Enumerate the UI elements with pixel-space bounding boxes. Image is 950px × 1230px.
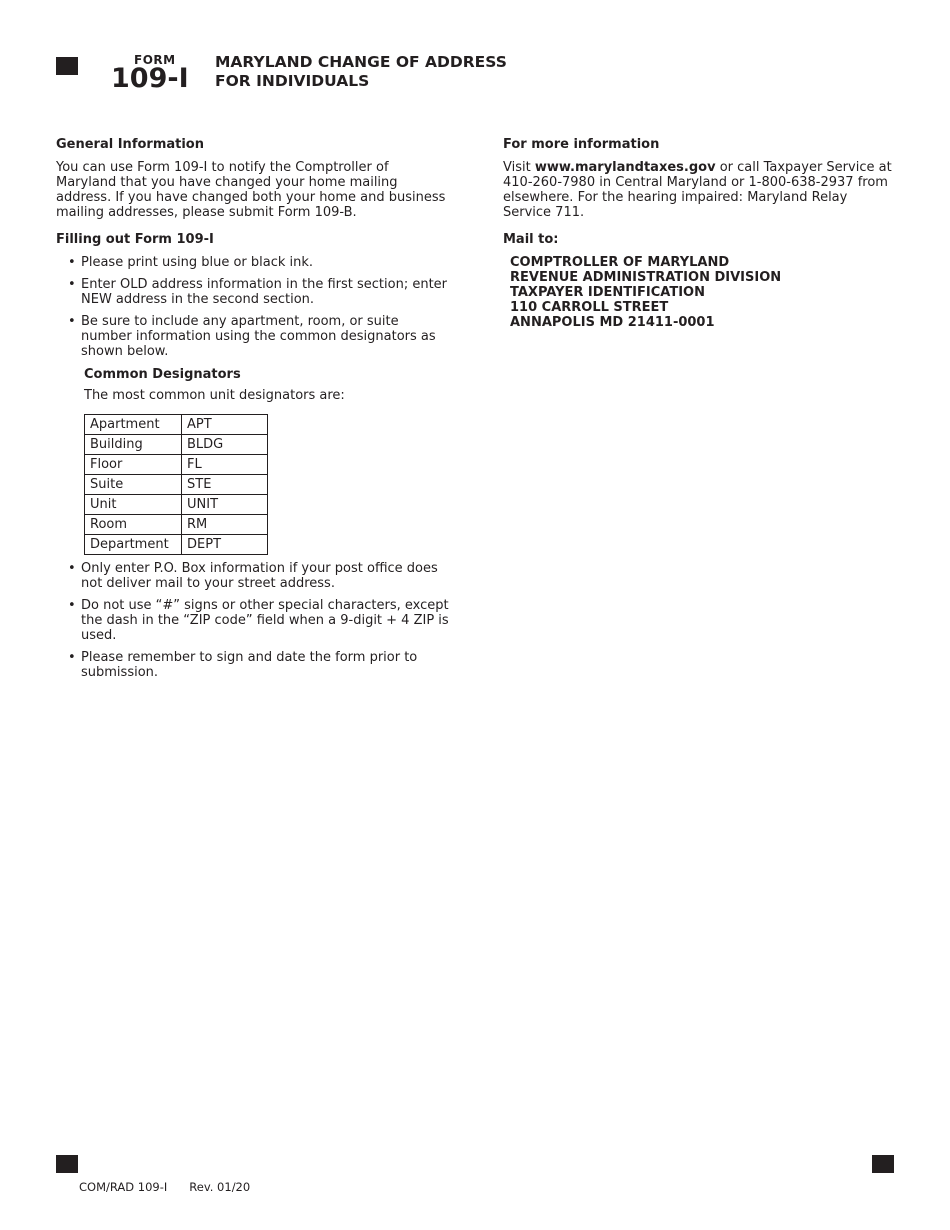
registration-mark-bottom-right: [872, 1155, 894, 1173]
form-title: [215, 53, 507, 91]
common-designators: [84, 367, 451, 555]
footer: [79, 1180, 250, 1194]
left-column: [56, 137, 451, 687]
designators-intro: The most common unit designators are:: [84, 388, 345, 403]
registration-mark-bottom-left: [56, 1155, 78, 1173]
designator-name: Building: [85, 435, 182, 455]
form-number: 109-I: [111, 63, 189, 94]
address-line: TAXPAYER IDENTIFICATION: [510, 285, 705, 300]
designator-abbreviation: RM: [182, 515, 268, 535]
instruction-item: • Do not use “#” signs or other special characters, except the dash in the “ZIP code” field when a 9-digit + 4 ZIP is used.: [56, 598, 451, 643]
form-title-line-1: MARYLAND CHANGE OF ADDRESS: [215, 53, 507, 71]
designator-abbreviation: STE: [182, 475, 268, 495]
form-label: FORM: [134, 53, 176, 67]
form-code: COM/RAD 109-I: [79, 1180, 168, 1194]
mail-to-heading: Mail to:: [503, 232, 559, 247]
instruction-item: • Please remember to sign and date the form prior to submission.: [56, 650, 451, 680]
instruction-item: • Please print using blue or black ink.: [56, 255, 451, 270]
filling-out-heading: Filling out Form 109-I: [56, 232, 214, 247]
designator-row: [85, 535, 268, 555]
designator-row: [85, 415, 268, 435]
designator-name: Floor: [85, 455, 182, 475]
revision-date: Rev. 01/20: [189, 1180, 251, 1194]
instruction-item: • Be sure to include any apartment, room, or suite number information using the common designators as shown below.: [56, 314, 451, 359]
designators-table: [84, 414, 268, 555]
designator-row: [85, 475, 268, 495]
address-line: REVENUE ADMINISTRATION DIVISION: [510, 270, 782, 285]
mailing-address: [510, 255, 898, 330]
instruction-item: • Only enter P.O. Box information if your post office does not deliver mail to your street address.: [56, 561, 451, 591]
registration-mark-top-left: [56, 57, 78, 75]
more-information-heading: For more information: [503, 137, 660, 152]
designator-abbreviation: FL: [182, 455, 268, 475]
designator-abbreviation: APT: [182, 415, 268, 435]
designator-row: [85, 435, 268, 455]
designator-name: Unit: [85, 495, 182, 515]
instructions-list-continued: [56, 561, 451, 680]
contact-details: or call Taxpayer Service at 410-260-7980 in Central Maryland or 1-800-638-2937 from elsewhere. For the hearing impaired: Maryland Relay Service 711.: [503, 160, 892, 220]
designator-name: Suite: [85, 475, 182, 495]
designator-row: [85, 455, 268, 475]
designator-name: Apartment: [85, 415, 182, 435]
right-column: [503, 137, 898, 330]
designator-abbreviation: UNIT: [182, 495, 268, 515]
address-line: 110 CARROLL STREET: [510, 300, 669, 315]
instruction-item: • Enter OLD address information in the first section; enter NEW address in the second section.: [56, 277, 451, 307]
form-title-line-2: FOR INDIVIDUALS: [215, 72, 370, 90]
general-information-heading: General Information: [56, 137, 204, 152]
designator-name: Room: [85, 515, 182, 535]
designator-name: Department: [85, 535, 182, 555]
visit-prefix: Visit: [503, 160, 535, 175]
general-information-text: You can use Form 109-I to notify the Comptroller of Maryland that you have changed your home mailing address. If you have changed both your home and business mailing addresses, please submit Form 109-B.: [56, 160, 446, 220]
designator-row: [85, 515, 268, 535]
instructions-list: [56, 255, 451, 359]
designator-row: [85, 495, 268, 515]
designators-heading: Common Designators: [84, 367, 241, 382]
designator-abbreviation: DEPT: [182, 535, 268, 555]
website-link[interactable]: www.marylandtaxes.gov: [534, 160, 716, 175]
designator-abbreviation: BLDG: [182, 435, 268, 455]
more-information-text: [503, 160, 898, 220]
address-line: COMPTROLLER OF MARYLAND: [510, 255, 730, 270]
address-line: ANNAPOLIS MD 21411-0001: [510, 315, 715, 330]
